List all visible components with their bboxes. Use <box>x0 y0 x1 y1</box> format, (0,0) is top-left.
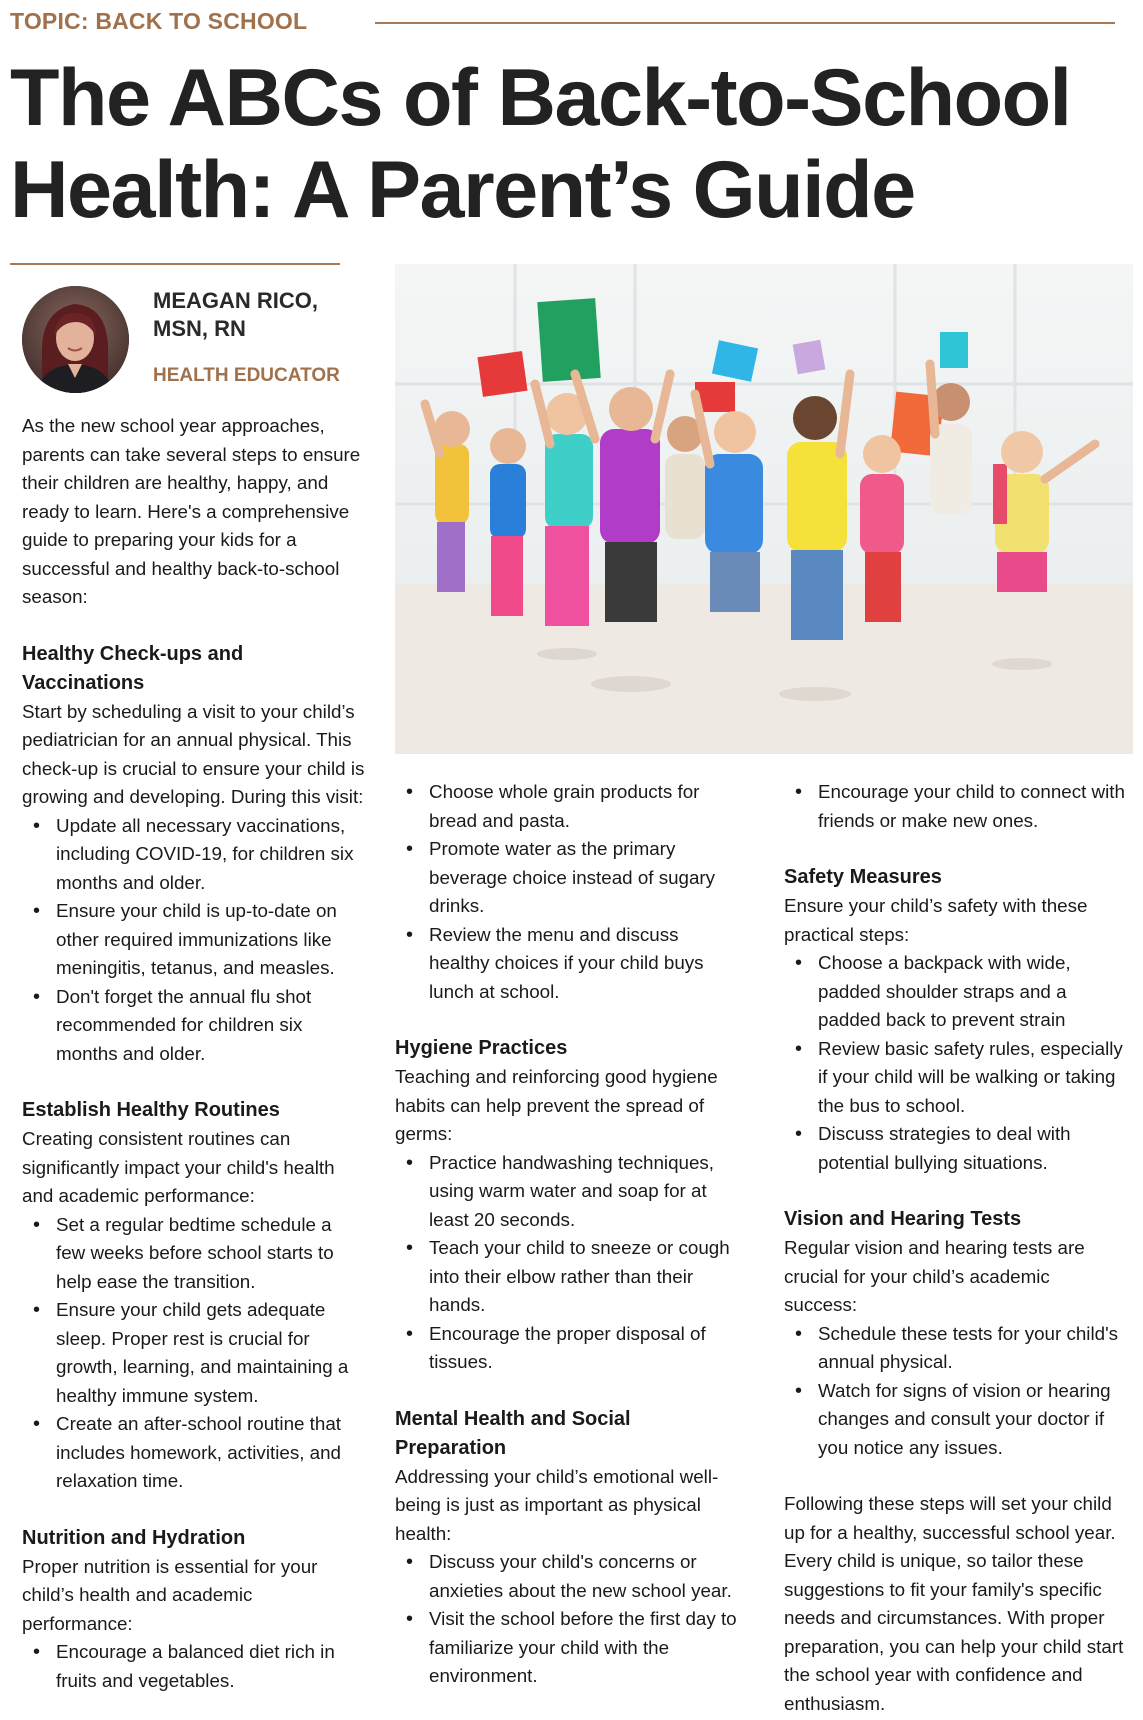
section-heading-vision-hearing: Vision and Hearing Tests <box>784 1208 1022 1230</box>
title-line-1: The ABCs of Back-to-School <box>10 53 1071 143</box>
list-item: • Visit the school before the first day to familiarize your child with the environment. <box>395 1605 760 1691</box>
list-item: • Don't forget the annual flu shot recommended for children six months and older. <box>22 983 377 1069</box>
hygiene-intro: Teaching and reinforcing good hygiene habits can help prevent the spread of germs: <box>395 1066 718 1144</box>
mental-list <box>395 1548 760 1691</box>
hygiene-list <box>395 1149 760 1377</box>
checkups-list <box>22 812 377 1069</box>
column-2 <box>395 778 760 1691</box>
author-role: HEALTH EDUCATOR <box>153 365 340 386</box>
checkups-intro: Start by scheduling a visit to your child’s pediatrician for an annual physical. This check-up is crucial to ensure your child is growing and developing. During this visit: <box>22 700 365 807</box>
safety-intro: Ensure your child’s safety with these practical steps: <box>784 895 1088 945</box>
mental-intro: Addressing your child’s emotional well- being is just as important as physical health: <box>395 1465 719 1544</box>
list-item: • Create an after-school routine that includes homework, activities, and relaxation time. <box>22 1410 377 1496</box>
list-item: • Watch for signs of vision or hearing changes and consult your doctor if you notice any issues. <box>784 1377 1134 1463</box>
list-item: • Update all necessary vaccinations, including COVID-19, for children six months and older. <box>22 812 377 898</box>
list-item: • Encourage a balanced diet rich in fruits and vegetables. <box>22 1638 377 1695</box>
nutrition-intro: Proper nutrition is essential for your child’s health and academic performance: <box>22 1555 318 1634</box>
title-divider <box>10 263 340 265</box>
topic-divider <box>375 22 1115 24</box>
intro-paragraph: As the new school year approaches, parents can take several steps to ensure their children are healthy, happy, and ready to learn. Here's a comprehensive guide to preparing your kids for a successful and healthy back-to-school season: <box>22 415 361 607</box>
routines-list <box>22 1211 377 1496</box>
section-heading-hygiene: Hygiene Practices <box>395 1037 568 1059</box>
list-item: • Choose a backpack with wide, padded shoulder straps and a padded back to prevent strain <box>784 949 1134 1035</box>
list-item: • Encourage your child to connect with friends or make new ones. <box>784 778 1134 835</box>
vision-intro: Regular vision and hearing tests are crucial for your child’s academic success: <box>784 1237 1085 1315</box>
section-heading-routines: Establish Healthy Routines <box>22 1099 280 1121</box>
title-line-2: Health: A Parent’s Guide <box>10 145 915 235</box>
routines-intro: Creating consistent routines can significantly impact your child's health and academic performance: <box>22 1128 335 1206</box>
list-item: • Ensure your child gets adequate sleep. Proper rest is crucial for growth, learning, and maintaining a healthy immune system. <box>22 1296 377 1410</box>
list-item: • Practice handwashing techniques, using warm water and soap for at least 20 seconds. <box>395 1149 760 1235</box>
mental-list-continued <box>784 778 1134 835</box>
list-item: • Promote water as the primary beverage choice instead of sugary drinks. <box>395 835 760 921</box>
nutrition-list-continued <box>395 778 760 1006</box>
list-item: • Discuss your child's concerns or anxieties about the new school year. <box>395 1548 760 1605</box>
vision-list <box>784 1320 1134 1463</box>
article-title <box>10 52 1130 236</box>
list-item: • Schedule these tests for your child's annual physical. <box>784 1320 1134 1377</box>
list-item: • Review basic safety rules, especially if your child will be walking or taking the bus to school. <box>784 1035 1134 1121</box>
column-1 <box>22 412 377 1695</box>
author-name: MEAGAN RICO, MSN, RN <box>153 288 318 341</box>
list-item: • Ensure your child is up-to-date on other required immunizations like meningitis, tetanus, and measles. <box>22 897 377 983</box>
children-running-photo <box>395 264 1133 754</box>
column-3 <box>784 778 1134 1718</box>
section-heading-nutrition: Nutrition and Hydration <box>22 1526 246 1549</box>
list-item: • Encourage the proper disposal of tissues. <box>395 1320 760 1377</box>
nutrition-list <box>22 1638 377 1695</box>
topic-label: TOPIC: BACK TO SCHOOL <box>10 8 308 34</box>
author-avatar <box>22 286 129 393</box>
list-item: • Review the menu and discuss healthy choices if your child buys lunch at school. <box>395 921 760 1007</box>
list-item: • Set a regular bedtime schedule a few weeks before school starts to help ease the transition. <box>22 1211 377 1297</box>
safety-list <box>784 949 1134 1177</box>
list-item: • Discuss strategies to deal with potential bullying situations. <box>784 1120 1134 1177</box>
list-item: • Teach your child to sneeze or cough into their elbow rather than their hands. <box>395 1234 760 1320</box>
closing-paragraph: Following these steps will set your child up for a healthy, successful school year. Every child is unique, so tailor these suggestions to fit your family's specific needs and circumstances. With proper preparation, you can help your child start the school year with confidence and enthusiasm. <box>784 1493 1124 1714</box>
section-heading-mental-health: Mental Health and Social Preparation <box>395 1407 631 1459</box>
section-heading-checkups: Healthy Check-ups and Vaccinations <box>22 642 244 694</box>
section-heading-safety: Safety Measures <box>784 866 942 888</box>
list-item: • Choose whole grain products for bread and pasta. <box>395 778 760 835</box>
